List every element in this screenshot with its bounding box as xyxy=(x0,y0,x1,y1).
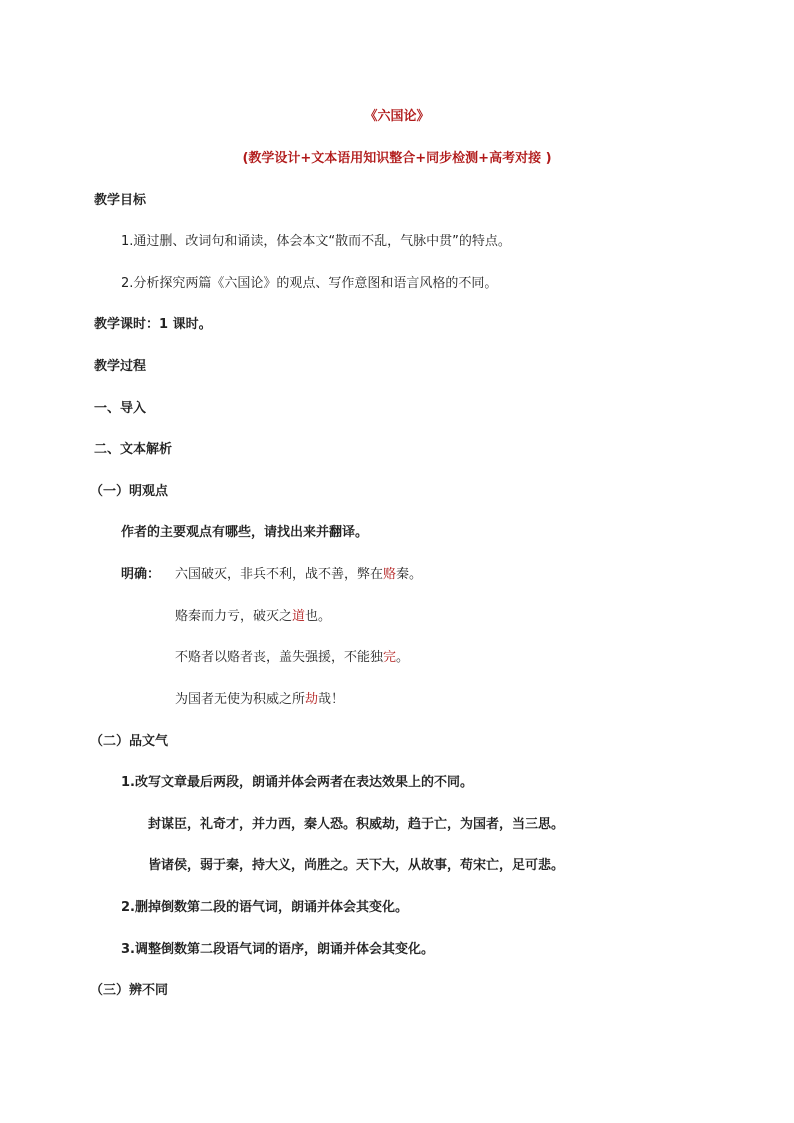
answer-line-3: 不赂者以赂者丧，盖失强援，不能独完。 xyxy=(175,650,410,665)
subsection-viewpoint-heading: （一）明观点 xyxy=(90,484,169,499)
part-intro-heading: 一、导入 xyxy=(94,401,147,416)
answer-label: 明确： xyxy=(121,567,161,582)
section-process-heading: 教学过程 xyxy=(94,359,147,374)
part-analysis-heading: 二、文本解析 xyxy=(94,442,173,457)
subsection-difference-heading: （三）辨不同 xyxy=(90,983,169,998)
viewpoint-question: 作者的主要观点有哪些，请找出来并翻译。 xyxy=(121,525,369,540)
goal-2: 2.分析探究两篇《六国论》的观点、写作意图和语言风格的不同。 xyxy=(121,276,498,291)
goal-1: 1.通过删、改词句和诵读，体会本文“散而不乱，气脉中贯”的特点。 xyxy=(121,234,511,249)
class-hours: 教学课时：1 课时。 xyxy=(94,317,212,332)
doc-title: 《六国论》 xyxy=(364,109,430,124)
doc-subtitle: (教学设计+文本语用知识整合+同步检测+高考对接 ) xyxy=(242,151,552,166)
answer-line-2: 赂秦而力亏，破灭之道也。 xyxy=(175,609,332,624)
style-task-1: 1.改写文章最后两段，朗诵并体会两者在表达效果上的不同。 xyxy=(121,775,473,790)
subsection-style-heading: （二）品文气 xyxy=(90,734,169,749)
rewrite-line-2: 皆诸侯，弱于秦，持大义，尚胜之。天下大，从故事，苟宋亡，足可悲。 xyxy=(148,858,565,873)
style-task-3: 3.调整倒数第二段语气词的语序，朗诵并体会其变化。 xyxy=(121,942,434,957)
answer-line-1: 六国破灭，非兵不利，战不善，弊在赂秦。 xyxy=(175,567,423,582)
section-goals-heading: 教学目标 xyxy=(94,193,147,208)
style-task-2: 2.删掉倒数第二段的语气词，朗诵并体会其变化。 xyxy=(121,900,408,915)
rewrite-line-1: 封谋臣，礼奇才，并力西，秦人恐。积威劫，趋于亡，为国者，当三思。 xyxy=(148,817,565,832)
answer-line-4: 为国者无使为积威之所劫哉！ xyxy=(175,692,345,707)
